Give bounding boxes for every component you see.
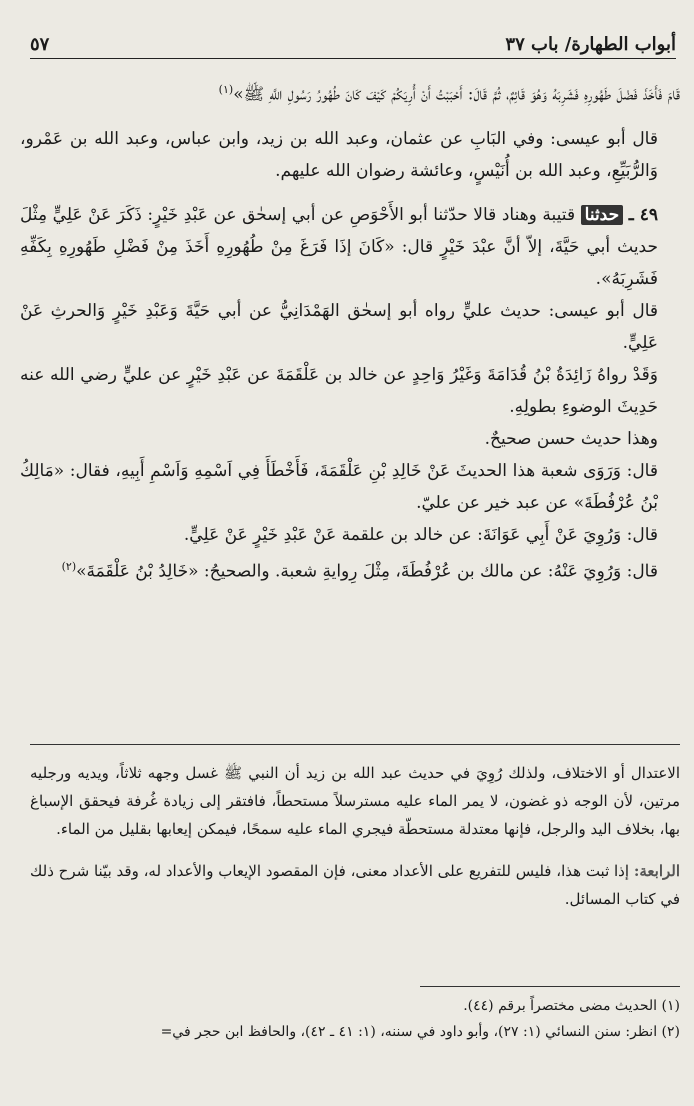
footnote-ref-2: (٢) — [61, 559, 77, 573]
commentary-paragraph-2 — [30, 857, 680, 913]
commentary-paragraph-2-text: إذا ثبت هذا، فليس للتفريع على الأعداد معنى، فإن المقصود الإيعاب والأعداد له، وقد بيّنا شرح ذلك في كتاب المسائل. — [30, 862, 680, 908]
malik-narration-text: قال: وَرُوِيَ عَنْهُ: عن مالك بن عُرْفُطَةَ، مِثْلَ رِوايةِ شعبة. والصحيحُ: «خَالِدُ بْنُ عَلْقَمَةَ» — [76, 561, 658, 582]
commentary-paragraph-1: الاعتدال أو الاختلاف، ولذلك رُوِيَ في حديث عبد الله بن زيد أن النبي ﷺ غسل وجهه ثلاثاً، ويديه ورجليه مرتين، لأن الوجه ذو غضون، لا يمر الماء عليه مسترسلاً مستحطاً، فافتقر إلى زيادة غُرفة فيحقق الإسباغ بها، بخلاف اليد والرجل، فإنها معتدلة مستحطّة فيجري الماء عليه سمحًا، فيمكن إيعابها بقليل من الماء. — [30, 764, 680, 838]
commentary-section — [30, 744, 680, 913]
footnote-divider — [420, 986, 680, 987]
main-text — [20, 74, 680, 587]
zaida-narration: وَقَدْ رواهُ زَائِدَةُ بْنُ قُدَامَةَ وَغَيْرُ وَاحِدٍ عن خالد بن عَلْقَمَةَ عن عَبْدِ خَيْرٍ عن عليٍّ رضي الله عنه حَدِيثَ الوضوءِ بطولِهِ. — [20, 364, 658, 417]
malik-narration — [20, 551, 680, 588]
running-head: أبواب الطهارة/ باب ٣٧ — [505, 34, 676, 55]
hadith-49 — [20, 199, 680, 295]
hadith-text: قَامَ فَأَخَذَ فَضْلَ طَهُورِهِ فَشَرِبَهُ وَهُوَ قَائِمٌ، ثُمَّ قَالَ: أَحْبَبْتُ أَنْ أُرِيَكُمْ كَيْفَ كَانَ طُهُورُ رَسُولِ اللَّهِ ﷺ» — [233, 84, 680, 105]
abu-isa-comment-1: قال أبو عيسى: وفي البَابِ عن عثمان، وعبد الله بن زيد، وابن عباس، وعبد الله بن عَمْرو، وَالرُّبَيِّعِ، وعبد الله بن أُنَيْسٍ، وعائشة رضوان الله عليهم. — [20, 128, 658, 181]
commentary-label: الرابعة: — [633, 862, 680, 880]
page-number: ٥٧ — [30, 34, 50, 55]
footnote-1: (١) الحديث مضى مختصراً برقم (٤٤). — [463, 998, 680, 1014]
abu-isa-comment-2: قال أبو عيسى: حديث عليٍّ رواه أبو إسحٰق الهَمْدَانِيُّ عن أبي حَيَّةَ وَعَبْدِ خَيْرٍ وَالحرثِ عَنْ عَلِيٍّ. — [20, 300, 658, 353]
footnote-2: (٢) انظر: سنن النسائي (١: ٢٧)، وأبو داود في سننه، (١: ٤١ ـ ٤٢)، والحافظ ابن حجر في= — [160, 1024, 680, 1040]
abu-awana-narration: قال: وَرُوِيَ عَنْ أَبِي عَوَانَةَ: عن خالد بن علقمة عَنْ عَبْدِ خَيْرٍ عَنْ عَلِيٍّ. — [183, 524, 658, 545]
footnote-ref-1: (١) — [218, 83, 234, 96]
page-header — [30, 28, 676, 59]
paragraph-hadith-end — [20, 74, 680, 111]
footnotes — [30, 986, 680, 1045]
hadith-number: ٤٩ ـ — [628, 204, 659, 225]
grading-line: وهذا حديث حسن صحيحٌ. — [484, 428, 658, 449]
haddathana-label: حدثنا — [581, 205, 623, 225]
hadith-49-text: قتيبة وهناد قالا حدّثنا أبو الأَحْوَصِ عن أبي إسحٰق عن عَبْدِ خَيْرٍ: ذَكَرَ عَنْ عَلِيٍّ مِثْلَ حديث أبي حَيَّةَ، إلاّ أنَّ عبْدَ خَيْرٍ قال: «كَانَ إذَا فَرَغَ مِنْ طُهُورِهِ أَخَذَ مِنْ فَضْلِ طَهُورِهِ بِكَفِّهِ فَشَرِبَهُ». — [20, 204, 658, 289]
shuba-narration: قال: وَرَوَى شعبة هذا الحديثَ عَنْ خَالِدِ بْنِ عَلْقَمَةَ، فَأَخْطَأَ فِي اَسْمِهِ وَاَسْمِ أَبِيهِ، فقال: «مَالِكُ بْنُ عُرْفُطَةَ» عن عبد خير عن عليّ. — [20, 460, 658, 513]
